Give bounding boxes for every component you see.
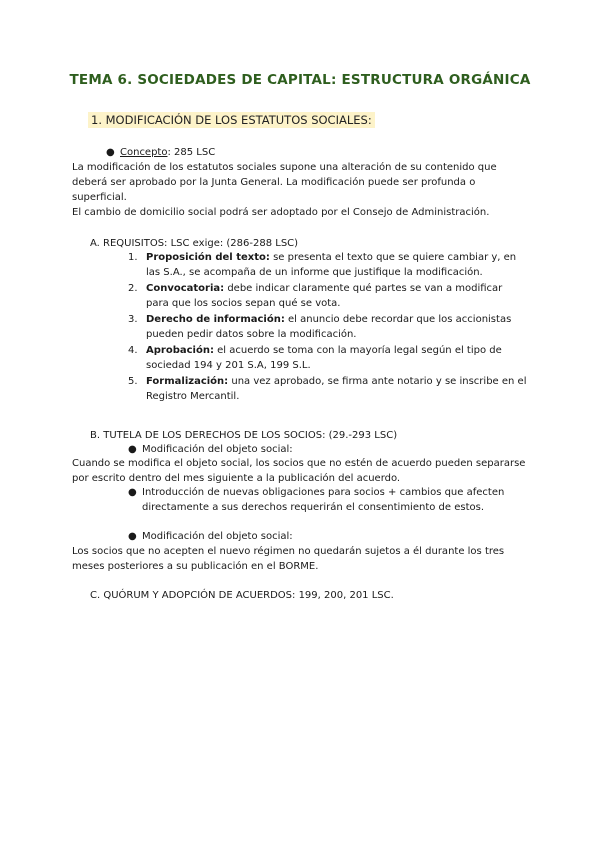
requisito-text: una vez aprobado, se firma ante notario y se inscribe en el Registro Mercantil. — [146, 376, 527, 402]
b-bullet-1 — [128, 442, 293, 457]
section-heading-a: A. REQUISITOS: LSC exige: (286-288 LSC) — [90, 238, 299, 249]
requisito-title: Formalización: — [146, 376, 229, 387]
requisito-number: 2. — [128, 283, 138, 294]
requisito-text: el acuerdo se toma con la mayoría legal según el tipo de sociedad 194 y 201 S.A, 199 S.L. — [146, 345, 502, 371]
requisito-item — [128, 374, 528, 404]
concept-line — [106, 145, 215, 160]
page-title: TEMA 6. SOCIEDADES DE CAPITAL: ESTRUCTURA ORGÁNICA — [69, 72, 531, 88]
section-heading-1: 1. MODIFICACIÓN DE LOS ESTATUTOS SOCIALES: — [88, 112, 375, 128]
bullet-icon: ● — [106, 147, 115, 158]
b-paragraph-1: Cuando se modifica el objeto social, los socios que no estén de acuerdo pueden separarse por escrito dentro del mes siguiente a la publicación del acuerdo. — [72, 458, 526, 484]
section-heading-b: B. TUTELA DE LOS DERECHOS DE LOS SOCIOS: (29.-293 LSC) — [90, 430, 398, 441]
requisito-title: Convocatoria: — [146, 283, 225, 294]
requisito-item — [128, 281, 528, 311]
requisito-text: el anuncio debe recordar que los accionistas pueden pedir datos sobre la modificación. — [146, 314, 512, 340]
paragraph-domicilio: El cambio de domicilio social podrá ser adoptado por el Consejo de Administración. — [72, 207, 490, 218]
b-paragraph-2: Los socios que no acepten el nuevo régimen no quedarán sujetos a él durante los tres meses posteriores a su publicación en el BORME. — [72, 546, 505, 572]
requisito-number: 3. — [128, 314, 138, 325]
requisito-item — [128, 250, 528, 280]
requisito-number: 5. — [128, 376, 138, 387]
requisito-item — [128, 312, 528, 342]
requisito-title: Aprobación: — [146, 345, 214, 356]
requisito-text: se presenta el texto que se quiere cambiar y, en las S.A., se acompaña de un informe que justifique la modificación. — [146, 252, 517, 278]
requisito-number: 4. — [128, 345, 138, 356]
bullet-icon: ● — [128, 531, 137, 542]
requisito-number: 1. — [128, 252, 138, 263]
b-bullet-2 — [128, 485, 508, 515]
bullet-icon: ● — [128, 487, 137, 498]
section-heading-c: C. QUÓRUM Y ADOPCIÓN DE ACUERDOS: 199, 200, 201 LSC. — [90, 590, 394, 601]
concept-label: Concepto — [120, 147, 168, 158]
requisitos-list — [128, 250, 528, 405]
requisito-text: debe indicar claramente qué partes se van a modificar para que los socios sepan qué se vota. — [146, 283, 503, 309]
paragraph-modification: La modificación de los estatutos sociales supone una alteración de su contenido que deberá ser aprobado por la Junta General. La modificación puede ser profunda o superficial. — [72, 162, 497, 203]
bullet-icon: ● — [128, 444, 137, 455]
b-bullet-3-text: Modificación del objeto social: — [142, 531, 293, 542]
b-bullet-3 — [128, 529, 293, 544]
requisito-title: Derecho de información: — [146, 314, 285, 325]
b-bullet-1-text: Modificación del objeto social: — [142, 444, 293, 455]
requisito-title: Proposición del texto: — [146, 252, 270, 263]
concept-ref: : 285 LSC — [167, 147, 216, 158]
b-bullet-2-text: Introducción de nuevas obligaciones para socios + cambios que afecten directamente a sus derechos requerirán el consentimiento de estos. — [142, 487, 505, 513]
requisito-item — [128, 343, 528, 373]
